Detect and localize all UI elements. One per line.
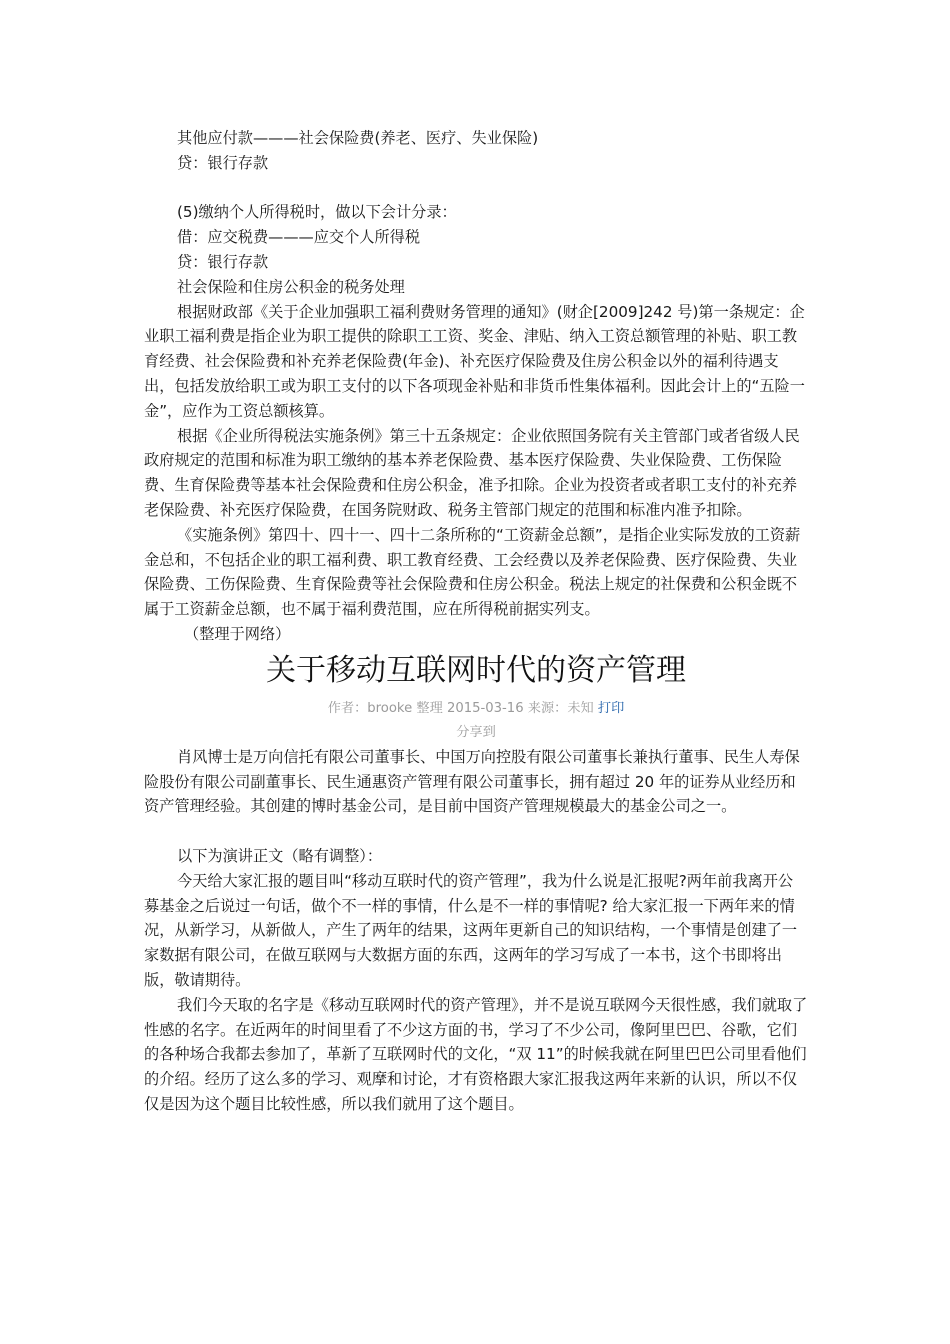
print-link[interactable]: 打印 xyxy=(597,700,625,716)
paragraph: 我们今天取的名字是《移动互联网时代的资产管理》，并不是说互联网今天很性感，我们就取了性感的名字。在近两年的时间里看了不少这方面的书，学习了不少公司，像阿里巴巴、谷歌，它们的各种场合我都去参加了，革新了互联网时代的文化，“双 11”的时候我就在阿里巴巴公司里看他们的介绍。经历了这么多的学习、观摩和讨论，才有资格跟大家汇报我这两年来新的认识，所以不仅仅是因为这个题目比较性感，所以我们就用了这个题目。 xyxy=(144,995,808,1113)
article-title: 关于移动互联网时代的资产管理 xyxy=(266,652,686,688)
source-note: （整理于网络） xyxy=(184,624,291,643)
meta-text: 作者：brooke 整理 2015-03-16 来源：未知 xyxy=(327,700,594,716)
paragraph: 《实施条例》第四十、四十一、四十二条所称的“工资薪金总额”，是指企业实际发放的工资薪金总和，不包括企业的职工福利费、职工教育经费、工会经费以及养老保险费、医疗保险费、失业保险费、工伤保险费、生育保险费等社会保险费和住房公积金。税法上规定的社保费和公积金既不属于工资薪金总额，也不属于福利费范围，应在所得税前据实列支。 xyxy=(144,525,801,619)
ledger-line: 贷：银行存款 xyxy=(177,252,269,271)
document-body xyxy=(144,126,808,1117)
spacer xyxy=(144,176,808,201)
ledger-line: (5)缴纳个人所得税时，做以下会计分录： xyxy=(177,203,457,222)
speech-heading: 以下为演讲正文（略有调整）： xyxy=(177,846,383,865)
article-meta xyxy=(144,697,808,721)
paragraph: 根据《企业所得税法实施条例》第三十五条规定：企业依照国务院有关主管部门或者省级人民政府规定的范围和标准为职工缴纳的基本养老保险费、基本医疗保险费、失业保险费、工伤保险费、生育保险费等基本社会保险费和住房公积金，准予扣除。企业为投资者或者职工支付的补充养老保险费、补充医疗保险费，在国务院财政、税务主管部门规定的范围和标准内准予扣除。 xyxy=(144,426,800,519)
share-label[interactable]: 分享到 xyxy=(456,724,496,740)
paragraph: 肖风博士是万向信托有限公司董事长、中国万向控股有限公司董事长兼执行董事、民生人寿保险股份有限公司副董事长、民生通惠资产管理有限公司董事长，拥有超过 20 年的证券从业经历和资产管理经验。其创建的博时基金公司，是目前中国资产管理规模最大的基金公司之一。 xyxy=(144,747,800,816)
ledger-line: 其他应付款———社会保险费(养老、医疗、失业保险) xyxy=(177,129,539,147)
ledger-line: 借：应交税费———应交个人所得税 xyxy=(177,228,420,247)
paragraph: 今天给大家汇报的题目叫“移动互联时代的资产管理”，我为什么说是汇报呢?两年前我离开公募基金之后说过一句话，做个不一样的事情，什么是不一样的事情呢? 给大家汇报一下两年来的情况，从新学习，从新做人，产生了两年的结果，这两年更新自己的知识结构，一个事情是创建了一家数据有限公司，在做互联网与大数据方面的东西，这两年的学习写成了一本书，这个书即将出版，敬请期待。 xyxy=(144,871,798,989)
paragraph: 根据财政部《关于企业加强职工福利费财务管理的通知》(财企[2009]242 号)第一条规定：企业职工福利费是指企业为职工提供的除职工工资、奖金、津贴、纳入工资总额管理的补贴、职工教育经费、社会保险费和补充养老保险费(年金)、补充医疗保险费及住房公积金以外的福利待遇支出，包括发放给职工或为职工支付的以下各项现金补贴和非货币性集体福利。因此会计上的“五险一金”，应作为工资总额核算。 xyxy=(144,302,805,420)
ledger-line: 贷：银行存款 xyxy=(177,153,269,172)
spacer xyxy=(144,819,808,844)
section-heading: 社会保险和住房公积金的税务处理 xyxy=(177,277,405,296)
